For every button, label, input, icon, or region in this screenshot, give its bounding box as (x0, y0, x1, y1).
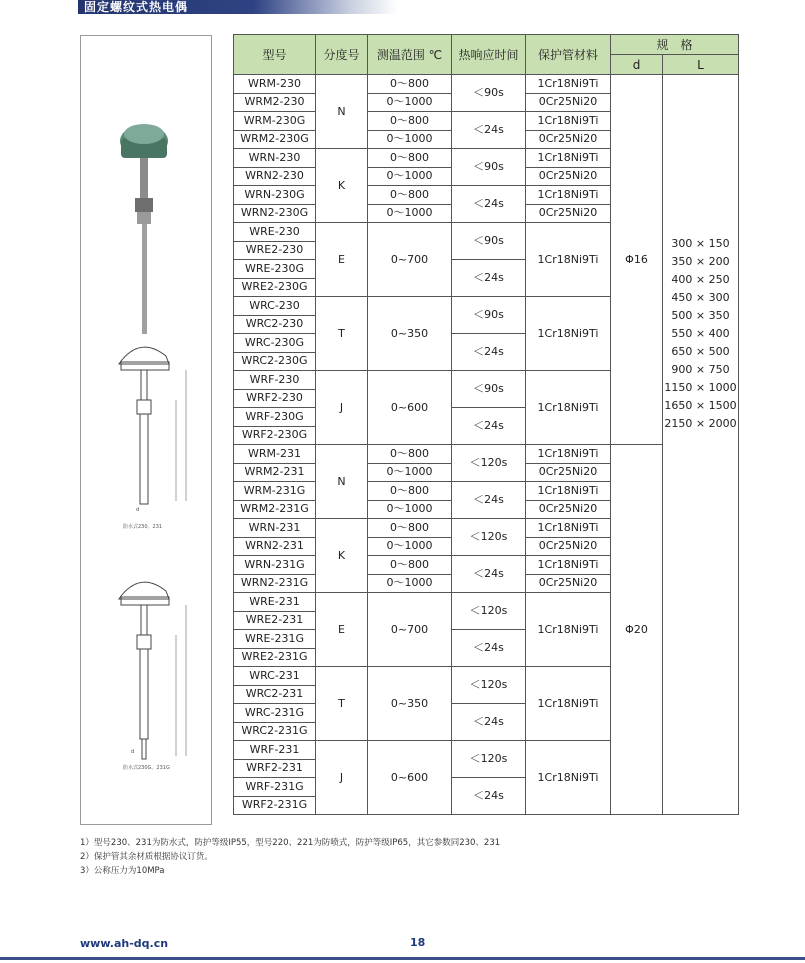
material-cell: 1Cr18Ni9Ti (526, 186, 611, 205)
range-cell: 0～800 (368, 75, 452, 94)
response-cell: ＜120s (452, 445, 526, 482)
model-cell: WRF2-231 (234, 759, 316, 778)
spec-L-value: 350 × 200 (671, 255, 730, 268)
spec-d-cell: Φ20 (611, 445, 663, 815)
model-cell: WRM-231 (234, 445, 316, 464)
model-cell: WRF2-230 (234, 389, 316, 408)
response-cell: ＜24s (452, 630, 526, 667)
model-cell: WRM2-231 (234, 463, 316, 482)
range-cell: 0～800 (368, 149, 452, 168)
grade-cell: J (316, 741, 368, 815)
website-link[interactable]: www.ah-dq.cn (80, 937, 169, 950)
model-cell: WRF2-230G (234, 426, 316, 445)
model-cell: WRE-231 (234, 593, 316, 612)
model-cell: WRM2-231G (234, 500, 316, 519)
material-cell: 1Cr18Ni9Ti (526, 667, 611, 741)
header-L: L (663, 55, 739, 75)
model-cell: WRE2-231G (234, 648, 316, 667)
material-cell: 0Cr25Ni20 (526, 574, 611, 593)
drawing-230g (81, 571, 211, 771)
response-cell: ＜24s (452, 112, 526, 149)
product-image-panel (80, 35, 212, 825)
model-cell: WRC2-230G (234, 352, 316, 371)
response-cell: ＜120s (452, 741, 526, 778)
model-cell: WRC-231G (234, 704, 316, 723)
grade-cell: K (316, 149, 368, 223)
specification-table (233, 34, 739, 815)
model-cell: WRN2-231 (234, 537, 316, 556)
model-cell: WRF-231G (234, 778, 316, 797)
model-cell: WRM2-230G (234, 130, 316, 149)
material-cell: 1Cr18Ni9Ti (526, 482, 611, 501)
model-cell: WRC-230G (234, 334, 316, 353)
range-cell: 0~600 (368, 741, 452, 815)
material-cell: 1Cr18Ni9Ti (526, 741, 611, 815)
response-cell: ＜120s (452, 593, 526, 630)
header-model: 型号 (234, 35, 316, 75)
material-cell: 1Cr18Ni9Ti (526, 371, 611, 445)
grade-cell: J (316, 371, 368, 445)
header-grade: 分度号 (316, 35, 368, 75)
range-cell: 0～800 (368, 519, 452, 538)
spec-L-value: 900 × 750 (671, 363, 730, 376)
material-cell: 0Cr25Ni20 (526, 167, 611, 186)
header-material: 保护管材料 (526, 35, 611, 75)
header-range: 测温范围 ℃ (368, 35, 452, 75)
model-cell: WRM-230 (234, 75, 316, 94)
range-cell: 0～800 (368, 445, 452, 464)
material-cell: 0Cr25Ni20 (526, 130, 611, 149)
range-cell: 0～800 (368, 186, 452, 205)
grade-cell: K (316, 519, 368, 593)
response-cell: ＜24s (452, 556, 526, 593)
range-cell: 0～1000 (368, 463, 452, 482)
response-cell: ＜24s (452, 408, 526, 445)
model-cell: WRE-230G (234, 260, 316, 279)
spec-L-value: 1650 × 1500 (664, 399, 737, 412)
header-response: 热响应时间 (452, 35, 526, 75)
range-cell: 0～1000 (368, 93, 452, 112)
material-cell: 0Cr25Ni20 (526, 204, 611, 223)
model-cell: WRN-231G (234, 556, 316, 575)
section-title-bar (78, 0, 398, 14)
model-cell: WRF2-231G (234, 796, 316, 815)
spec-L-value: 2150 × 2000 (664, 417, 737, 430)
model-cell: WRN2-231G (234, 574, 316, 593)
spec-L-value: 650 × 500 (671, 345, 730, 358)
response-cell: ＜120s (452, 667, 526, 704)
table-row (234, 75, 739, 94)
grade-cell: N (316, 75, 368, 149)
model-cell: WRF-230G (234, 408, 316, 427)
spec-L-value: 550 × 400 (671, 327, 730, 340)
dim-d-label: d (136, 507, 140, 513)
section-title: 固定螺纹式热电偶 (84, 0, 189, 14)
model-cell: WRE-231G (234, 630, 316, 649)
range-cell: 0～800 (368, 112, 452, 131)
response-cell: ＜24s (452, 778, 526, 815)
specification-table-body (234, 75, 739, 815)
caption-230: 防水式230、231 (123, 524, 163, 530)
material-cell: 1Cr18Ni9Ti (526, 445, 611, 464)
model-cell: WRN-230G (234, 186, 316, 205)
note-2: 2）保护管其余材质根据协议订货。 (80, 852, 213, 862)
caption-230g: 防水式230G、231G (123, 765, 170, 771)
model-cell: WRM-231G (234, 482, 316, 501)
range-cell: 0～1000 (368, 204, 452, 223)
model-cell: WRN-230 (234, 149, 316, 168)
model-cell: WRE2-230G (234, 278, 316, 297)
model-cell: WRE-230 (234, 223, 316, 242)
grade-cell: T (316, 667, 368, 741)
footer-divider (0, 957, 805, 960)
response-cell: ＜24s (452, 260, 526, 297)
spec-L-value: 450 × 300 (671, 291, 730, 304)
range-cell: 0～1000 (368, 574, 452, 593)
page-number: 18 (410, 936, 426, 949)
model-cell: WRC-230 (234, 297, 316, 316)
response-cell: ＜24s (452, 334, 526, 371)
model-cell: WRN2-230 (234, 167, 316, 186)
material-cell: 1Cr18Ni9Ti (526, 297, 611, 371)
spec-L-value: 500 × 350 (671, 309, 730, 322)
material-cell: 1Cr18Ni9Ti (526, 556, 611, 575)
grade-cell: E (316, 223, 368, 297)
response-cell: ＜90s (452, 371, 526, 408)
material-cell: 1Cr18Ni9Ti (526, 75, 611, 94)
range-cell: 0~700 (368, 593, 452, 667)
response-cell: ＜90s (452, 297, 526, 334)
range-cell: 0~350 (368, 667, 452, 741)
model-cell: WRE2-230 (234, 241, 316, 260)
dim-d-label-2: d (131, 749, 135, 755)
header-spec: 规 格 (611, 35, 739, 55)
material-cell: 1Cr18Ni9Ti (526, 593, 611, 667)
range-cell: 0～800 (368, 556, 452, 575)
response-cell: ＜24s (452, 482, 526, 519)
thermocouple-photo (81, 86, 211, 376)
material-cell: 1Cr18Ni9Ti (526, 519, 611, 538)
model-cell: WRM-230G (234, 112, 316, 131)
spec-d-cell: Φ16 (611, 75, 663, 445)
range-cell: 0～800 (368, 482, 452, 501)
material-cell: 0Cr25Ni20 (526, 463, 611, 482)
range-cell: 0～1000 (368, 537, 452, 556)
material-cell: 1Cr18Ni9Ti (526, 149, 611, 168)
model-cell: WRF-231 (234, 741, 316, 760)
material-cell: 1Cr18Ni9Ti (526, 112, 611, 131)
footnotes (80, 836, 500, 878)
model-cell: WRF-230 (234, 371, 316, 390)
spec-L-value: 300 × 150 (671, 237, 730, 250)
response-cell: ＜90s (452, 75, 526, 112)
grade-cell: T (316, 297, 368, 371)
material-cell: 0Cr25Ni20 (526, 500, 611, 519)
response-cell: ＜24s (452, 186, 526, 223)
grade-cell: N (316, 445, 368, 519)
grade-cell: E (316, 593, 368, 667)
note-3: 3）公称压力为10MPa (80, 866, 165, 876)
material-cell: 0Cr25Ni20 (526, 93, 611, 112)
range-cell: 0～1000 (368, 130, 452, 149)
range-cell: 0～1000 (368, 500, 452, 519)
range-cell: 0~600 (368, 371, 452, 445)
response-cell: ＜90s (452, 223, 526, 260)
spec-L-cell (663, 75, 739, 815)
response-cell: ＜24s (452, 704, 526, 741)
model-cell: WRE2-231 (234, 611, 316, 630)
model-cell: WRN2-230G (234, 204, 316, 223)
model-cell: WRC2-230 (234, 315, 316, 334)
material-cell: 1Cr18Ni9Ti (526, 223, 611, 297)
note-1: 1）型号230、231为防水式，防护等级IP55，型号220、221为防喷式，防护等级IP65，其它参数同230、231 (80, 838, 501, 848)
spec-L-value: 400 × 250 (671, 273, 730, 286)
model-cell: WRN-231 (234, 519, 316, 538)
model-cell: WRM2-230 (234, 93, 316, 112)
range-cell: 0～1000 (368, 167, 452, 186)
response-cell: ＜120s (452, 519, 526, 556)
model-cell: WRC2-231 (234, 685, 316, 704)
range-cell: 0~700 (368, 223, 452, 297)
drawing-230 (81, 336, 211, 526)
model-cell: WRC2-231G (234, 722, 316, 741)
header-d: d (611, 55, 663, 75)
model-cell: WRC-231 (234, 667, 316, 686)
material-cell: 0Cr25Ni20 (526, 537, 611, 556)
range-cell: 0~350 (368, 297, 452, 371)
spec-L-value: 1150 × 1000 (664, 381, 737, 394)
response-cell: ＜90s (452, 149, 526, 186)
